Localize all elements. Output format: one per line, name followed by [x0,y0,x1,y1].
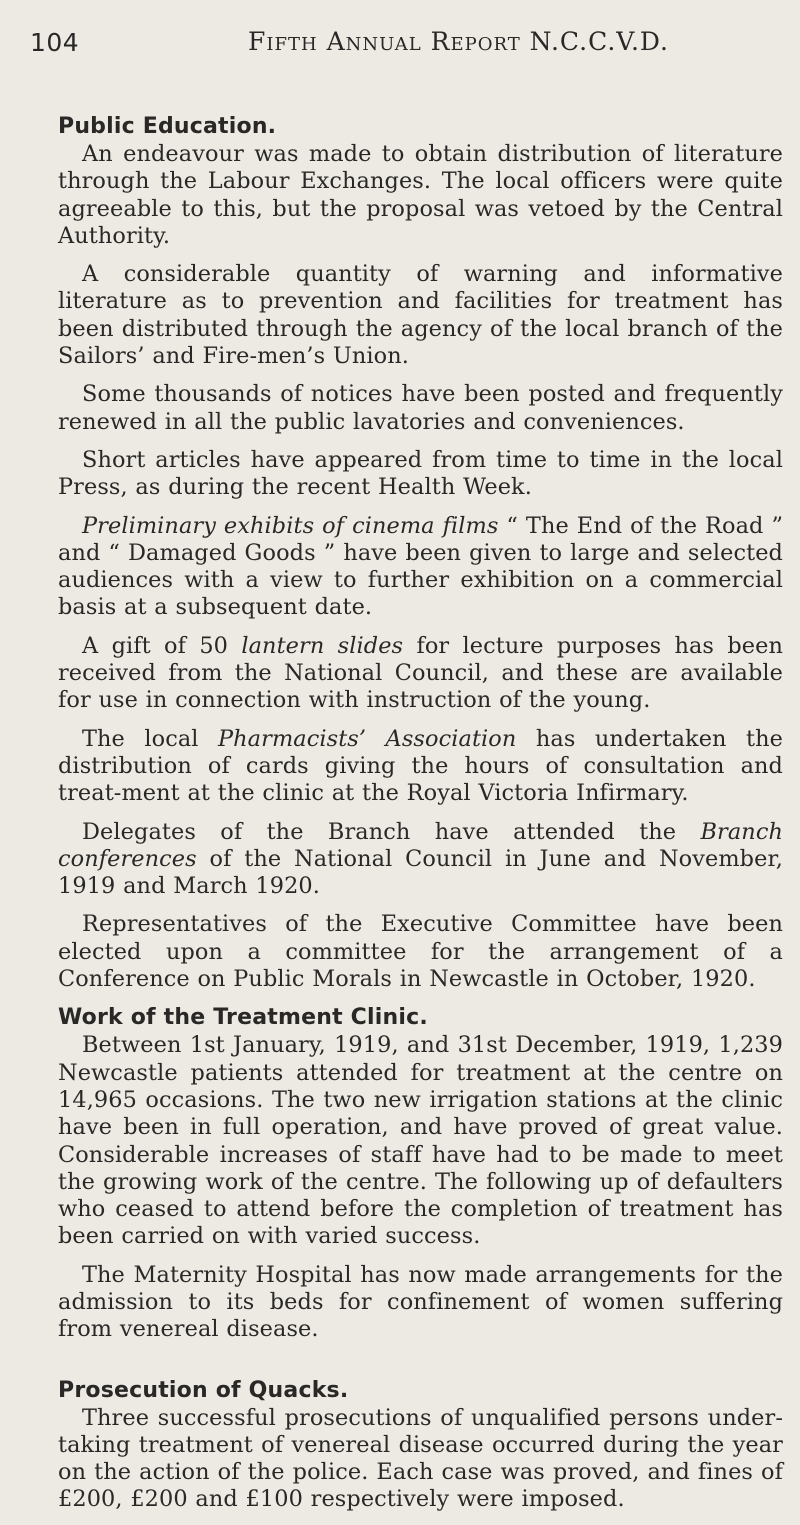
text-run: The local [82,725,218,752]
paragraph [58,819,783,901]
text-run: An endeavour was made to obtain distribution of literature through the Labour Exchanges. The local officers were quite agreeable to this, but the proposal was vetoed by the Central Authority. [58,141,783,249]
page-number: 104 [30,28,80,57]
text-run: Representatives of the Executive Committee have been elected upon a committee for the arrangement of a Conference on Public Morals in Newcastle in October, 1920. [58,911,783,993]
text-run: “ The End of the Road ” and “ Damaged Goods ” have been given to large and selected audiences with a view to further exhibition on a commercial basis at a subsequent date. [58,512,783,621]
paragraph [58,911,783,993]
text-run: Between 1st January, 1919, and 31st December, 1919, 1,239 Newcastle patients attended for treatment at the centre on 14,965 occasions. The two new irrigation stations at the clinic have been in full operation, and have proved of great value. Considerable increases of staff have had to be made to meet the growing work of the centre. The following up of defaulters who ceased to attend before the completion of treatment has been carried on with varied success. [58,1032,783,1250]
text-run: Three successful prosecutions of unqualified persons under-taking treatment of venereal disease occurred during the year on the action of the police. Each case was proved, and fines of £200, £200 and £100 respectively were imposed. [58,1404,783,1513]
paragraph [58,1032,783,1250]
paragraph [58,261,783,370]
italic-text: Preliminary exhibits of cinema films [82,512,499,539]
text-run: for lecture purposes has been received from the National Council, and these are available for use in connection with instruction of the young. [58,632,783,714]
italic-text: Pharmacists’ Association [218,725,517,752]
running-header [30,22,770,62]
text-run: Short articles have appeared from time to time in the local Press, as during the recent Health Week. [58,446,783,501]
section-heading: Work of the Treatment Clinic. [58,1005,428,1031]
paragraph [58,141,783,250]
paragraph [58,1405,783,1514]
text-run: The Maternity Hospital has now made arrangements for the admission to its beds for confinement of women suffering from venereal disease. [58,1261,783,1343]
text-run: Some thousands of notices have been posted and frequently renewed in all the public lavatories and conveniences. [58,381,783,435]
body-text [58,80,783,1525]
running-title: Fifth Annual Report N.C.C.V.D. [248,27,670,56]
text-run: Delegates of the Branch have attended the [82,818,701,845]
italic-text: Branch conferences [58,818,783,872]
italic-text: lantern slides [241,632,404,659]
section-heading: Prosecution of Quacks. [58,1377,349,1403]
paragraph [58,513,783,622]
text-run: A considerable quantity of warning and informative literature as to prevention and facilities for treatment has been distributed through the agency of the local branch of the Sailors’ and Fire-men’s Union. [58,261,783,370]
section-heading: Public Education. [58,114,277,139]
text-run: A gift of 50 [82,632,242,659]
text-run: of the National Council in June and November, 1919 and March 1920. [58,845,783,900]
paragraph [58,381,783,436]
paragraph [58,1262,783,1344]
text-run: has undertaken the distribution of cards giving the hours of consultation and treat-ment at the clinic at the Royal Victoria Infirmary. [58,725,783,807]
paragraph [58,726,783,808]
paragraph [58,447,783,502]
paragraph [58,633,783,715]
